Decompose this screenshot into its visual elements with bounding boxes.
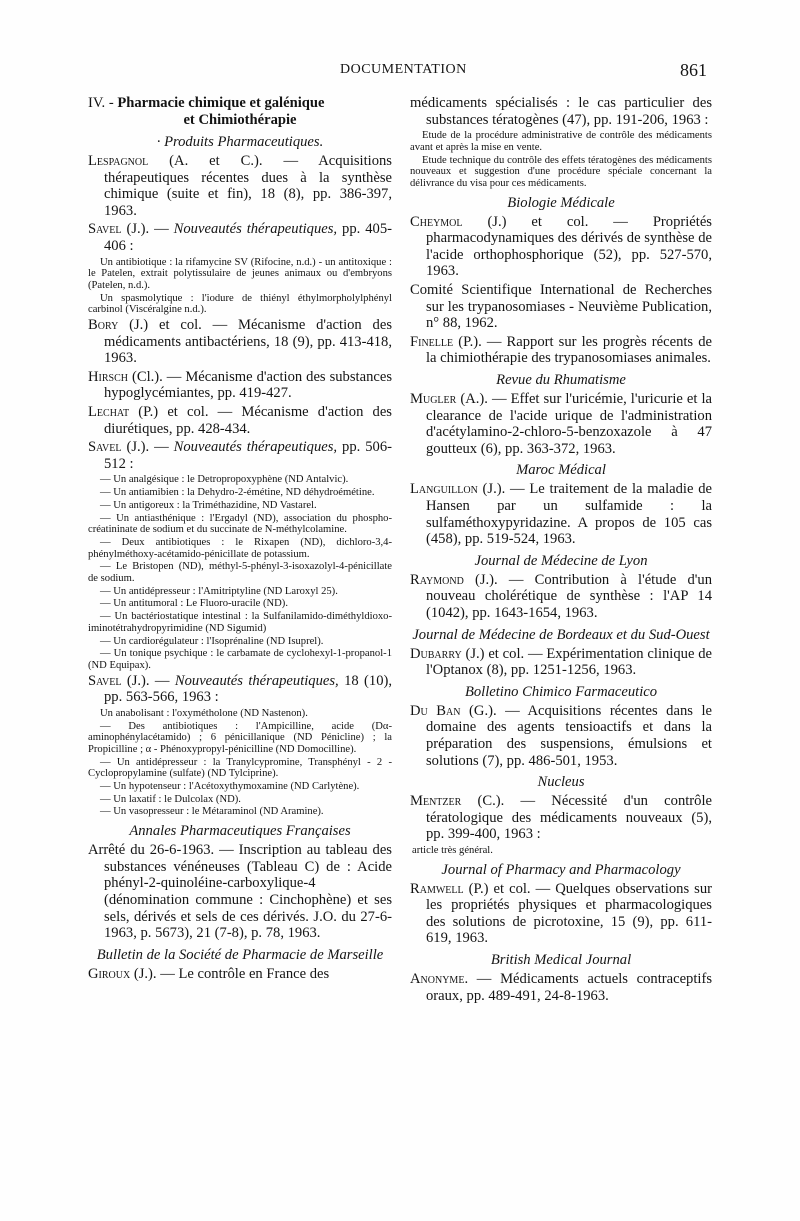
bibliography-entry [410, 481, 712, 547]
bibliography-entry [88, 369, 392, 402]
left-column [88, 95, 392, 984]
entry-text: (J.). — [121, 221, 174, 238]
author-name: Cheymol [410, 213, 463, 230]
entry-text: (A. et C.). — Acquisitions thérapeutiques récentes dues à la synthèse chimique (suite et fin), 18 (8), pp. 386-397, 1963. [104, 153, 392, 219]
entry-text: (P.) et col. — Quelques observations sur les propriétés physiques et pharmacologiques des solutions de picrotoxine, 15 (9), pp. 611-619, 1963. [426, 880, 712, 947]
bibliography-entry [410, 971, 712, 1004]
entry-note: Un anabolisant : l'oxymétholone (ND Nastenon). [100, 707, 308, 719]
entry-note: Un spasmolytique : l'iodure de thiényl éthylmorpholylphényl carbinol (Viscéralgine n.d.). [88, 292, 392, 316]
section-title: Pharmacie chimique et galénique [117, 95, 325, 111]
bibliography-entry [410, 282, 712, 332]
entry-note: Etude technique du contrôle des effets tératogènes des médicaments nouveaux et suggestion d'une procédure spéciale concernant la délivrance du visa pour ces médicaments. [410, 154, 712, 189]
entry-text: (J.). — Contribution à l'étude d'un nouveau cholérétique de synthèse : l'AP 14 (1042), pp. 1643-1654, 1963. [426, 571, 712, 621]
bibliography-entry [88, 966, 392, 983]
journal-heading: Journal of Pharmacy and Pharmacology [441, 861, 681, 878]
entry-note: — Un laxatif : le Dulcolax (ND). [100, 793, 241, 805]
entry-text-tail: 18 (10), pp. 563-566, 1963 : [104, 672, 392, 706]
bibliography-entry [410, 572, 712, 622]
section-heading [88, 95, 392, 129]
bibliography-entry [88, 221, 392, 254]
journal-heading: Bulletin de la Société de Pharmacie de Marseille [96, 946, 384, 963]
author-name: Du Ban [410, 702, 461, 719]
author-name: Languillon [410, 481, 478, 498]
entry-text: médicaments spécialisés : le cas particulier des substances tératogènes (47), pp. 191-206, 1963 : [410, 95, 712, 128]
section-subtitle: et Chimiothérapie [183, 112, 297, 128]
journal-heading: British Medical Journal [490, 952, 632, 968]
entry-note: — Un analgésique : le Detropropoxyphène (ND Antalvic). [100, 474, 349, 486]
bibliography-entry [410, 881, 712, 947]
author-name: Mugler [410, 391, 457, 408]
entry-note: — Un antiasthénique : l'Ergadyl (ND), association du phospho-créatininate de sodium et du succinate de N-méthylcolamine. [88, 512, 392, 536]
author-name: Mentzer [410, 793, 462, 810]
journal-heading: Biologie Médicale [507, 194, 615, 211]
entry-note: — Un antigoreux : la Triméthazidine, ND Vastarel. [100, 499, 317, 511]
entry-text-tail: pp. 405-406 : [104, 221, 392, 254]
bibliography-entry [410, 334, 712, 367]
author-name: Savel [88, 221, 122, 238]
author-name: Lechat [88, 404, 130, 421]
entry-text: (J.) et col. — Mécanisme d'action des médicaments antibactériens, 18 (9), pp. 413-418, 1963. [104, 317, 392, 367]
author-name: Ramwell [410, 880, 464, 897]
entry-italic-title: Nouveautés thérapeutiques, [173, 221, 338, 238]
bibliography-entry [410, 214, 712, 280]
author-name: Savel [88, 672, 122, 689]
author-name: Savel [88, 439, 122, 456]
entry-note: — Un vasopresseur : le Métaraminol (ND Aramine). [100, 806, 324, 818]
entry-note: — Des antibiotiques : l'Ampicilline, acide (Dα-aminophénylacétamido) ; 6 pénicillanique (ND Pénicline) ; la Propicilline ; α - Phénoxypropyl-pénicilline (ND Domocilline). [88, 720, 392, 755]
author-name: Lespagnol [88, 153, 149, 169]
entry-note: — Le Bristopen (ND), méthyl-5-phényl-3-isoxazolyl-4-pénicillate de sodium. [88, 561, 392, 585]
bibliography-entry [88, 317, 392, 367]
entry-text: (J.) et col. — Propriétés pharmacodynamiques des dérivés de synthèse de l'acide orthophosphorique (52), pp. 527-570, 1963. [426, 213, 712, 280]
author-name: Bory [88, 317, 119, 334]
entry-text: (J.). — [121, 439, 174, 456]
entry-italic-title: Nouveautés thérapeutiques, [174, 672, 339, 689]
entry-note: — Un cardiorégulateur : l'Isoprénaline (ND Isuprel). [100, 635, 324, 647]
entry-note: — Un antidépresseur : l'Amitriptyline (ND Laroxyl 25). [100, 585, 338, 597]
entry-note: Un antibiotique : la rifamycine SV (Rifocine, n.d.) - un antitoxique : le Patelen, extrait polytissulaire de jeunes animaux ou d'embryons (Patelen, n.d.). [88, 256, 392, 291]
entry-text: (J.). — Le traitement de la maladie de Hansen par un sulfamide : la sulfaméthoxypyridazine. A propos de 105 cas (458), pp. 519-524, 1963. [426, 481, 712, 548]
entry-note: — Un antidépresseur : la Tranylcypromine, Transphényl - 2 - Cyclopropylamine (sulfate) (ND Tylciprine). [88, 756, 392, 780]
journal-heading: · Produits Pharmaceutiques. [156, 134, 324, 150]
entry-note: Etude de la procédure administrative de contrôle des médicaments avant et après la mise en vente. [410, 130, 712, 153]
running-head: DOCUMENTATION [340, 62, 467, 77]
journal-heading: Journal de Médecine de Lyon [474, 552, 648, 569]
entry-text: (G.). — Acquisitions récentes dans le domaine des agents tensioactifs et dans la préparation des suspensions, émulsions et solutions (7), pp. 486-501, 1953. [426, 702, 712, 769]
entry-text: (C.). — Nécessité d'un contrôle tératologique des médicaments nouveaux (5), pp. 399-400, 1963 : [426, 793, 712, 843]
journal-heading: Journal de Médecine de Bordeaux et du Sud-Ouest [412, 626, 710, 643]
entry-note: — Un tonique psychique : le carbamate de cyclohexyl-1-propanol-1 (ND Equipax). [88, 648, 392, 671]
entry-note: — Un antiamibien : la Dehydro-2-émétine, ND déhydroémétine. [100, 487, 375, 499]
journal-heading: Annales Pharmaceutiques Françaises [129, 823, 351, 840]
bibliography-entry [88, 439, 392, 472]
bibliography-entry [88, 153, 392, 219]
entry-text: Arrêté du 26-6-1963. — Inscription au tableau des substances vénéneuses (Tableau C) de : Acide phényl-2-quinoléine-carboxylique-4 (dénomination commune : Cinchophène) et ses sels, dérivés et sels de ces dérivés. J.O. du 27-6-1963, p. 5673), 21 (7-8), p. 78, 1963. [88, 842, 392, 942]
entry-italic-title: Nouveautés thérapeutiques, [173, 439, 338, 456]
entry-note: — Un antitumoral : Le Fluoro-uracile (ND). [100, 598, 288, 610]
entry-text: Comité Scientifique International de Recherches sur les trypanosomiases - Neuvième Publication, n° 88, 1962. [410, 282, 712, 332]
author-name: Raymond [410, 571, 464, 588]
entry-text: (J.). — [121, 672, 175, 689]
author-name: Anonyme [410, 971, 465, 987]
section-number: IV. - [88, 95, 114, 111]
entry-text: (A.). — Effet sur l'uricémie, l'uricurie et la clearance de l'acide urique de l'administration d'acétylamino-2-chloro-5-benzoxazole à 47 goutteux (6), pp. 363-372, 1963. [426, 391, 712, 457]
author-name: Dubarry [410, 645, 462, 662]
entry-text: (P.). — Rapport sur les progrès récents de la chimiothérapie des trypanosomiases animales. [426, 333, 712, 367]
author-name: Hirsch [88, 368, 128, 385]
entry-text: (Cl.). — Mécanisme d'action des substances hypoglycémiantes, pp. 419-427. [104, 368, 392, 402]
entry-text: (J.). — Le contrôle en France des [130, 965, 330, 982]
journal-heading: Revue du Rhumatisme [496, 372, 626, 389]
entry-note: article très général. [412, 844, 493, 856]
journal-heading: Nucleus [537, 774, 585, 791]
journal-heading: Bolletino Chimico Farmaceutico [464, 683, 658, 700]
bibliography-entry [88, 673, 392, 706]
bibliography-entry [410, 391, 712, 457]
entry-text-tail: pp. 506-512 : [104, 439, 392, 472]
bibliography-entry [410, 793, 712, 843]
entry-note: — Deux antibiotiques : le Rixapen (ND), dichloro-3,4-phénylméthoxy-acétamido-pénicillate de potassium. [88, 536, 392, 560]
author-name: Giroux [88, 965, 131, 982]
page-number: 861 [680, 60, 707, 80]
entry-note: — Un bactériostatique intestinal : la Sulfanilamido-diméthyldioxo-iminotétrahydropyrimidine (ND Sigumid) [88, 611, 392, 634]
bibliography-entry [410, 646, 712, 679]
entry-text: (J.) et col. — Expérimentation clinique de l'Optanox (8), pp. 1251-1256, 1963. [426, 645, 712, 679]
journal-heading: Maroc Médical [516, 462, 606, 479]
entry-note: — Un hypotenseur : l'Acétoxythymoxamine (ND Carlytène). [100, 781, 360, 793]
bibliography-entry [88, 842, 392, 942]
entry-text: . — Médicaments actuels contraceptifs oraux, pp. 489-491, 24-8-1963. [426, 971, 712, 1004]
bibliography-entry [88, 404, 392, 437]
bibliography-entry [410, 703, 712, 769]
bibliography-entry [410, 95, 712, 128]
right-column [410, 95, 712, 1006]
author-name: Finelle [410, 333, 454, 350]
entry-text: (P.) et col. — Mécanisme d'action des diurétiques, pp. 428-434. [104, 404, 392, 437]
